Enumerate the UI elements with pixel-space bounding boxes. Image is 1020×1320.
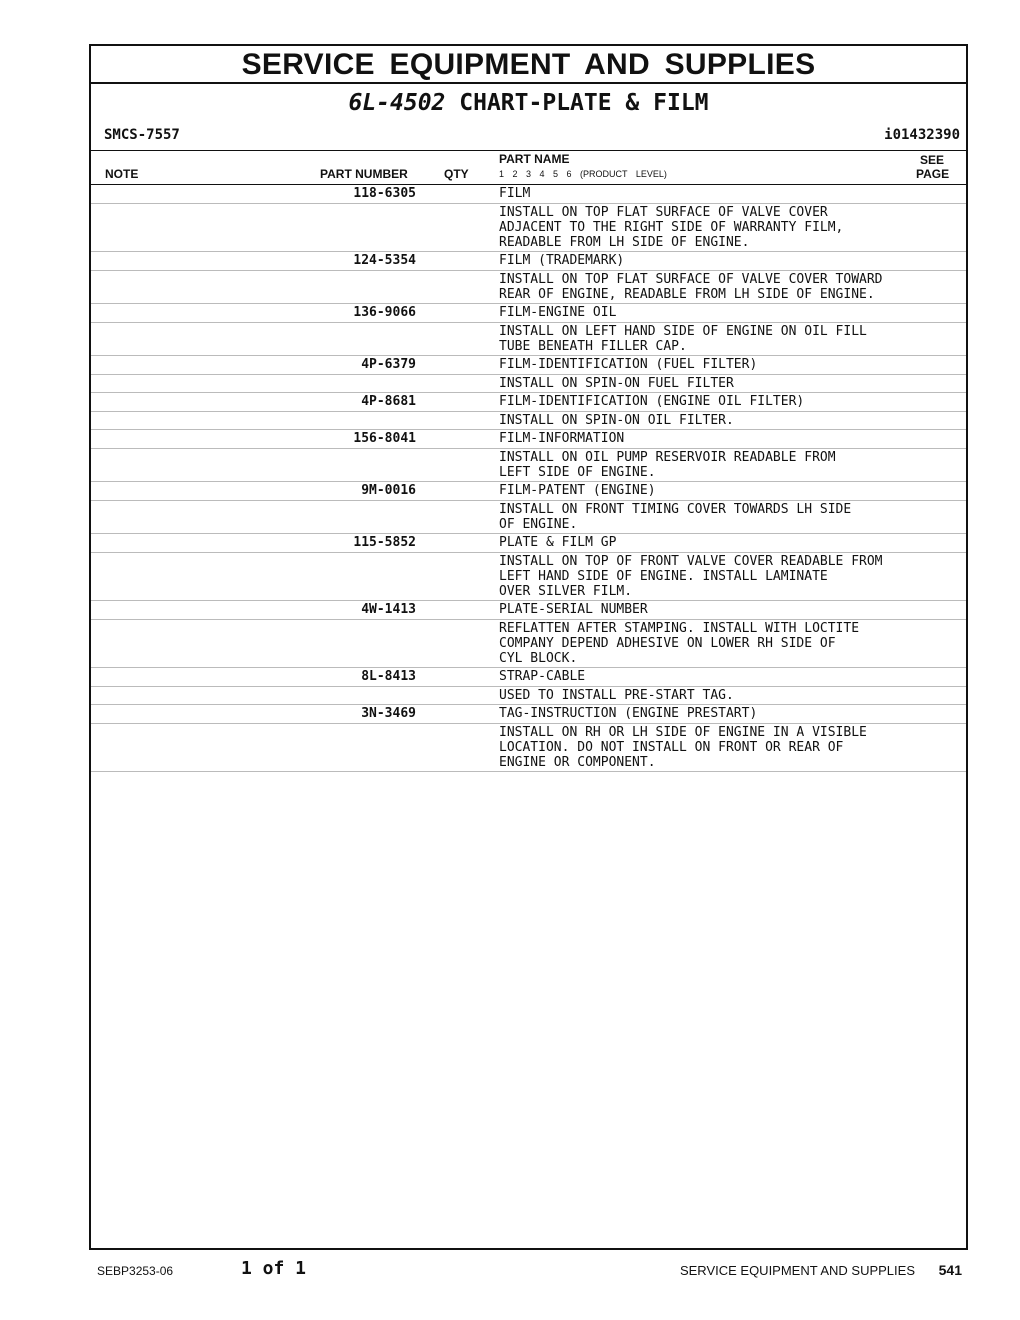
smcs-code: SMCS-7557: [104, 127, 180, 143]
instruction-text: REFLATTEN AFTER STAMPING. INSTALL WITH LOCTITE COMPANY DEPEND ADHESIVE ON LOWER RH SIDE OF CYL BLOCK.: [499, 621, 860, 666]
instruction-row: [91, 271, 966, 304]
header-part-number: PART NUMBER: [320, 167, 408, 181]
instruction-row: [91, 412, 966, 430]
instruction-row: [91, 449, 966, 482]
part-name-cell: FILM (TRADEMARK): [499, 253, 625, 268]
part-row: [91, 356, 966, 375]
part-row: [91, 430, 966, 449]
part-row: [91, 393, 966, 412]
instruction-text: INSTALL ON RH OR LH SIDE OF ENGINE IN A VISIBLE LOCATION. DO NOT INSTALL ON FRONT OR REAR OF ENGINE OR COMPONENT.: [499, 725, 867, 770]
part-number-cell: 4W-1413: [361, 602, 416, 617]
part-row: [91, 668, 966, 687]
instruction-text: INSTALL ON FRONT TIMING COVER TOWARDS LH SIDE OF ENGINE.: [499, 502, 852, 532]
instruction-text: INSTALL ON TOP OF FRONT VALVE COVER READABLE FROM LEFT HAND SIDE OF ENGINE. INSTALL LAMINATE OVER SILVER FILM.: [499, 554, 883, 599]
header-qty: QTY: [444, 167, 469, 181]
illustration-id: i01432390: [884, 127, 960, 143]
page-frame: [89, 44, 968, 1250]
part-name-cell: FILM-INFORMATION: [499, 431, 625, 446]
part-number-cell: 3N-3469: [361, 706, 416, 721]
footer-doc-number: SEBP3253-06: [97, 1264, 174, 1278]
header-divider: [91, 150, 966, 151]
parts-table: [91, 185, 966, 772]
part-number-cell: 8L-8413: [361, 669, 416, 684]
instruction-row: [91, 204, 966, 252]
instruction-text: USED TO INSTALL PRE-START TAG.: [499, 688, 734, 703]
part-row: [91, 601, 966, 620]
footer-page-of: 1 of 1: [241, 1258, 307, 1279]
header-note: NOTE: [105, 167, 139, 181]
part-name-cell: STRAP-CABLE: [499, 669, 586, 684]
footer-page-number: 541: [938, 1262, 962, 1278]
part-number-cell: 118-6305: [353, 186, 416, 201]
part-number-cell: 115-5852: [353, 535, 416, 550]
part-row: [91, 185, 966, 204]
instruction-text: INSTALL ON SPIN-ON OIL FILTER.: [499, 413, 734, 428]
instruction-row: [91, 323, 966, 356]
instruction-row: [91, 620, 966, 668]
part-number-cell: 9M-0016: [361, 483, 416, 498]
part-number-cell: 4P-6379: [361, 357, 416, 372]
part-name-cell: FILM-PATENT (ENGINE): [499, 483, 656, 498]
header-part-name: PART NAME: [499, 152, 570, 166]
instruction-text: INSTALL ON LEFT HAND SIDE OF ENGINE ON OIL FILL TUBE BENEATH FILLER CAP.: [499, 324, 867, 354]
part-row: [91, 534, 966, 553]
group-title: [91, 90, 966, 116]
part-row: [91, 705, 966, 724]
instruction-text: INSTALL ON TOP FLAT SURFACE OF VALVE COVER ADJACENT TO THE RIGHT SIDE OF WARRANTY FILM, READABLE FROM LH SIDE OF ENGINE.: [499, 205, 844, 250]
page-title: SERVICE EQUIPMENT AND SUPPLIES: [91, 46, 966, 84]
part-name-cell: PLATE-SERIAL NUMBER: [499, 602, 648, 617]
header-page: PAGE: [916, 167, 950, 181]
header-see: SEE: [920, 153, 945, 167]
part-name-cell: FILM-ENGINE OIL: [499, 305, 617, 320]
group-name: CHART-PLATE & FILM: [459, 90, 709, 116]
group-part-number: 6L-4502: [348, 90, 446, 116]
instruction-row: [91, 553, 966, 601]
instruction-row: [91, 724, 966, 772]
part-name-cell: FILM-IDENTIFICATION (FUEL FILTER): [499, 357, 758, 372]
part-number-cell: 4P-8681: [361, 394, 416, 409]
part-number-cell: 124-5354: [353, 253, 416, 268]
instruction-text: INSTALL ON TOP FLAT SURFACE OF VALVE COVER TOWARD REAR OF ENGINE, READABLE FROM LH SIDE OF ENGINE.: [499, 272, 883, 302]
part-name-cell: PLATE & FILM GP: [499, 535, 617, 550]
part-name-cell: TAG-INSTRUCTION (ENGINE PRESTART): [499, 706, 758, 721]
part-row: [91, 252, 966, 271]
part-name-cell: FILM: [499, 186, 531, 201]
instruction-text: INSTALL ON SPIN-ON FUEL FILTER: [499, 376, 734, 391]
instruction-row: [91, 687, 966, 705]
part-row: [91, 482, 966, 501]
instruction-text: INSTALL ON OIL PUMP RESERVOIR READABLE FROM LEFT SIDE OF ENGINE.: [499, 450, 836, 480]
part-number-cell: 136-9066: [353, 305, 416, 320]
part-name-cell: FILM-IDENTIFICATION (ENGINE OIL FILTER): [499, 394, 805, 409]
part-number-cell: 156-8041: [353, 431, 416, 446]
instruction-row: [91, 501, 966, 534]
header-product-level: 1 2 3 4 5 6 (PRODUCT LEVEL): [499, 169, 667, 179]
part-row: [91, 304, 966, 323]
footer-section: SERVICE EQUIPMENT AND SUPPLIES: [679, 1263, 915, 1278]
instruction-row: [91, 375, 966, 393]
